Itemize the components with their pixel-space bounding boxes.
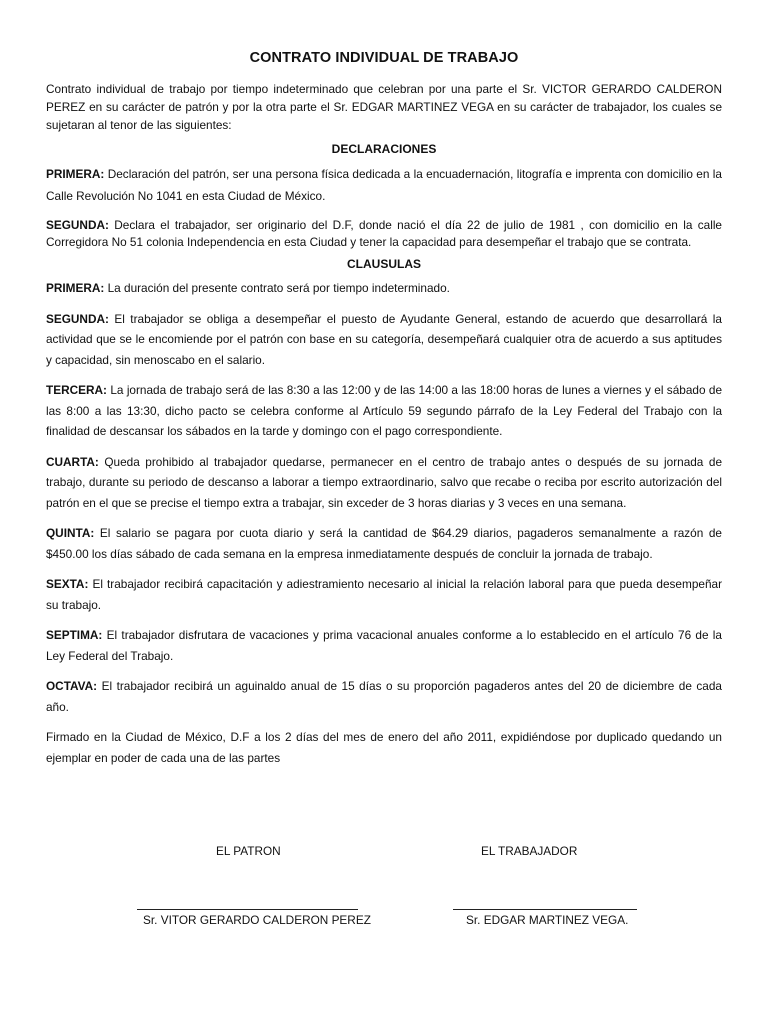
- clausula-tercera: [46, 380, 722, 442]
- clausula-lead: SEPTIMA:: [46, 628, 103, 642]
- clausula-lead: SEGUNDA:: [46, 311, 109, 326]
- clausula-text: El trabajador disfrutara de vacaciones y prima vacacional anuales conforme a lo establecido en el artículo 76 de la Ley Federal del Trabajo.: [46, 628, 722, 663]
- trabajador-name: Sr. EDGAR MARTINEZ VEGA.: [466, 913, 629, 927]
- clausula-septima: [46, 625, 722, 666]
- clausula-text: La duración del presente contrato será por tiempo indeterminado.: [104, 281, 450, 295]
- clausula-segunda: [46, 309, 722, 371]
- patron-name: Sr. VITOR GERARDO CALDERON PEREZ: [143, 913, 371, 927]
- clausula-lead: QUINTA:: [46, 526, 95, 540]
- clausula-primera: [46, 278, 722, 299]
- declaracion-lead: SEGUNDA:: [46, 218, 109, 232]
- clausulas-heading: CLAUSULAS: [347, 257, 421, 271]
- clausula-lead: SEXTA:: [46, 577, 89, 591]
- declaracion-segunda: [46, 217, 722, 251]
- intro-paragraph: Contrato individual de trabajo por tiempo indeterminado que celebran por una parte el Sr. VICTOR GERARDO CALDERON PEREZ en su carácter de patrón y por la otra parte el Sr. EDGAR MARTINEZ VEGA en su carácter de trabajador, los cuales se sujetaran al tenor de las siguientes:: [46, 82, 722, 132]
- closing-paragraph: Firmado en la Ciudad de México, D.F a los 2 días del mes de enero del año 2011, expidiéndose por duplicado quedando un ejemplar en poder de cada una de las partes: [46, 730, 722, 765]
- clausula-text: El trabajador recibirá capacitación y adiestramiento necesario al inicial la relación laboral para que pueda desempeñar su trabajo.: [46, 577, 722, 612]
- clausula-cuarta: [46, 452, 722, 514]
- clausula-lead: TERCERA:: [46, 383, 107, 397]
- clausula-text: La jornada de trabajo será de las 8:30 a las 12:00 y de las 14:00 a las 18:00 horas de lunes a viernes y el sábado de las 8:00 a las 13:30, dicho pacto se celebra conforme al Artículo 59 segundo párrafo de la Ley Federal del Trabajo con la finalidad de descansar los sábados en la tarde y domingo con el pago correspondiente.: [46, 383, 722, 438]
- trabajador-label: EL TRABAJADOR: [481, 844, 578, 858]
- declaracion-lead: PRIMERA:: [46, 167, 105, 181]
- clausula-octava: [46, 676, 722, 717]
- clausula-text: Queda prohibido al trabajador quedarse, permanecer en el centro de trabajo antes o después de su jornada de trabajo, durante su periodo de descanso a laborar a tiempo extraordinario, salvo que recabe o reciba por escrito autorización del patrón en el que se precise el tiempo extra a trabajar, sin exceder de 3 horas diarias y 3 veces en una semana.: [46, 454, 722, 510]
- trabajador-signature-line: [453, 909, 637, 910]
- patron-label: EL PATRON: [216, 844, 281, 858]
- declaracion-text: Declaración del patrón, ser una persona física dedicada a la encuadernación, litografía e imprenta con domicilio en la Calle Revolución No 1041 en esta Ciudad de México.: [46, 167, 722, 203]
- clausula-lead: CUARTA:: [46, 454, 99, 469]
- declaracion-primera: [46, 163, 722, 207]
- declaraciones-heading: DECLARACIONES: [331, 142, 437, 156]
- clausula-lead: OCTAVA:: [46, 679, 98, 693]
- clausula-text: El salario se pagara por cuota diario y será la cantidad de $64.29 diarios, pagaderos semanalmente a razón de $450.00 los días sábado de cada semana en la empresa inmediatamente después de concluir la jornada de trabajo.: [46, 526, 722, 561]
- clausula-text: El trabajador recibirá un aguinaldo anual de 15 días o su proporción pagaderos antes del 20 de diciembre de cada año.: [46, 679, 722, 714]
- patron-signature-line: [137, 909, 358, 910]
- clausula-quinta: [46, 523, 722, 564]
- clausula-sexta: [46, 574, 722, 615]
- declaracion-text: Declara el trabajador, ser originario del D.F, donde nació el día 22 de julio de 1981 , con domicilio en la calle Corregidora No 51 colonia Independencia en esta Ciudad y tener la capacidad para desempeñar el trabajo que se contrata.: [46, 218, 722, 249]
- clausula-lead: PRIMERA:: [46, 281, 105, 295]
- document-title: CONTRATO INDIVIDUAL DE TRABAJO: [249, 50, 519, 66]
- clausula-text: El trabajador se obliga a desempeñar el puesto de Ayudante General, estando de acuerdo que desarrollará la actividad que se le encomiende por el patrón con base en su categoría, desempeñará cualquier otra de acuerdo a sus aptitudes y capacidad, sin menoscabo en el salario.: [46, 311, 722, 367]
